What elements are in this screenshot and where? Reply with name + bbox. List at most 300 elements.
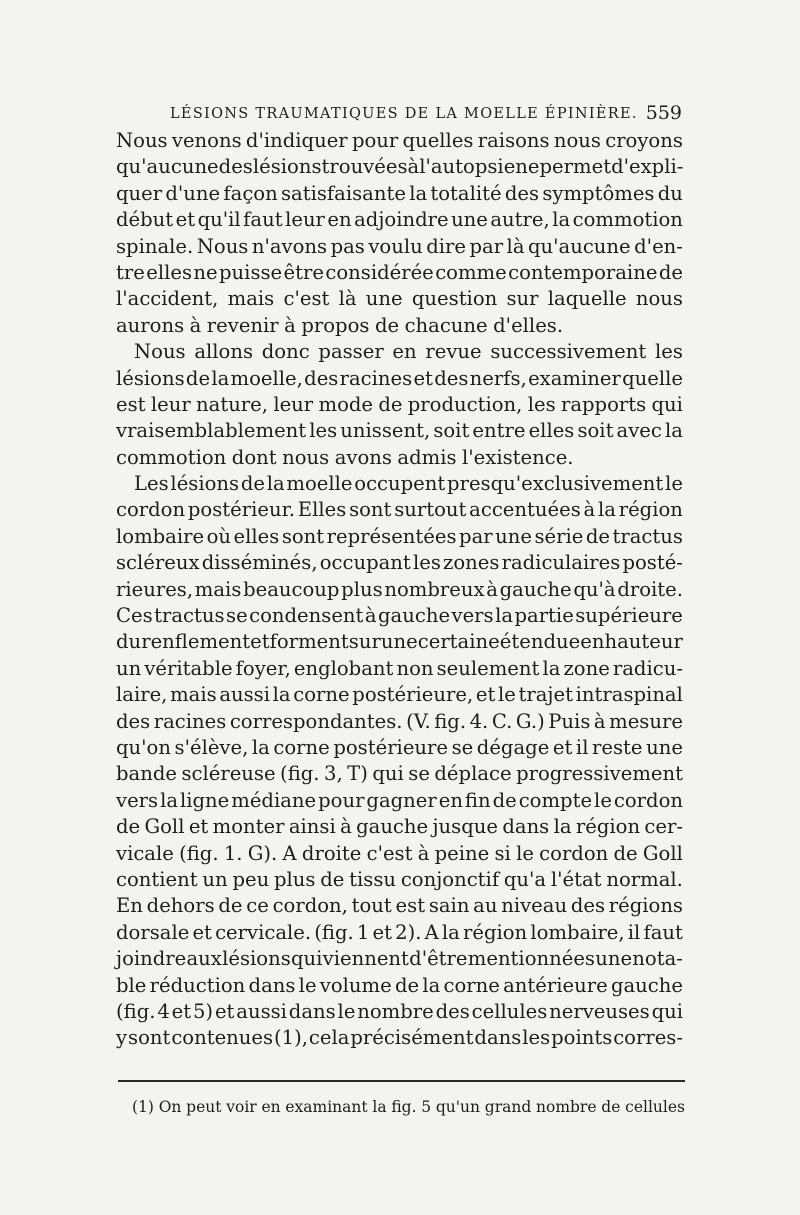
word: y [116, 1026, 128, 1050]
word: des [434, 366, 469, 390]
word: Elles [297, 498, 347, 522]
word: se [408, 762, 430, 786]
word: une [451, 208, 488, 232]
word: étendue [499, 630, 581, 654]
word: avons [334, 445, 392, 469]
word: sont [281, 524, 325, 548]
word: sain [428, 894, 470, 918]
text-line [116, 656, 683, 682]
word: un [116, 656, 142, 680]
word: Puis [548, 709, 591, 733]
word: voir [226, 1098, 257, 1116]
word: joindre [116, 947, 187, 971]
word: vicale [116, 841, 174, 865]
word: qu'il [197, 208, 241, 232]
word: le [337, 999, 356, 1023]
word: en [438, 788, 463, 812]
word: le [516, 841, 534, 865]
text-line [116, 788, 683, 814]
word: leur [285, 208, 325, 232]
word: Nous [134, 340, 186, 364]
word: nerveuses [549, 999, 650, 1023]
word: droite. [617, 577, 683, 601]
word: peut [186, 1098, 222, 1116]
word: En [116, 894, 143, 918]
word: sur [506, 287, 539, 311]
word: volume [319, 973, 392, 997]
word: laire, [116, 683, 168, 707]
word: dire [426, 234, 466, 258]
word: dans [502, 815, 550, 839]
word: cellules [625, 1098, 685, 1116]
word: entre [472, 419, 526, 443]
word: une [365, 287, 403, 311]
word: peine [434, 841, 490, 865]
word: d'elles. [493, 313, 564, 337]
word: régions [608, 894, 683, 918]
word: cordon [539, 841, 609, 865]
page-number: 559 [645, 102, 682, 124]
word: à [364, 604, 377, 628]
word: fig. [434, 709, 467, 733]
word: la [597, 498, 616, 522]
text-line [116, 893, 683, 919]
word: gauche [378, 604, 451, 628]
word: vraisemblablement [116, 419, 307, 443]
word: ne [193, 260, 218, 284]
word: la [160, 788, 179, 812]
word: 4 [157, 999, 170, 1023]
word: spinale. [116, 234, 194, 258]
word: soit [577, 419, 614, 443]
word: faut [643, 920, 683, 944]
word: véritable [144, 656, 233, 680]
text-line [116, 418, 683, 444]
text-line [116, 550, 683, 576]
word: fig. [391, 1098, 417, 1116]
body-text [116, 128, 683, 1052]
word: des [304, 366, 339, 390]
word: adjoindre [354, 208, 449, 232]
word: venons [171, 129, 242, 152]
word: représentées [326, 524, 457, 548]
word: région [618, 498, 683, 522]
word: les [309, 419, 338, 443]
word: dans [288, 999, 336, 1023]
word: qui [651, 999, 683, 1023]
word: ne [515, 155, 540, 179]
word: et [214, 999, 235, 1023]
word: (fig. [280, 762, 320, 786]
word: 1. [223, 841, 243, 865]
text-line [116, 445, 683, 471]
word: de [185, 366, 211, 390]
word: tractus [154, 604, 225, 628]
word: et [250, 630, 270, 654]
word: occupent [354, 472, 446, 496]
text-line [116, 841, 683, 867]
word: cordon [613, 788, 683, 812]
word: conjonctif [400, 867, 500, 891]
text-line [116, 207, 683, 233]
word: cer- [644, 815, 683, 839]
word: mais [194, 577, 242, 601]
word: qu'aucune [116, 155, 219, 179]
word: revenir [206, 313, 279, 337]
word: pas [330, 234, 365, 258]
text-line [116, 497, 683, 523]
word: la [409, 181, 428, 205]
word: par [469, 234, 504, 258]
word: niveau [501, 894, 568, 918]
word: foyer, [235, 656, 291, 680]
word: c'est [366, 841, 413, 865]
word: d'être [409, 947, 468, 971]
word: progressivement [516, 762, 683, 786]
word: mais [170, 683, 217, 707]
word: l'autopsie [419, 155, 516, 179]
word: sont [349, 498, 392, 522]
word: passer [318, 340, 384, 364]
word: en [327, 208, 352, 232]
word: nombre [357, 999, 434, 1023]
word: cordon, [272, 894, 348, 918]
word: à [284, 313, 296, 337]
word: G.) [515, 709, 545, 733]
word: région [575, 815, 641, 839]
word: à [407, 155, 420, 179]
word: ainsi [288, 815, 336, 839]
text-line [116, 313, 683, 339]
word: est [116, 392, 146, 416]
word: radicu- [612, 656, 683, 680]
word: vers [116, 788, 159, 812]
word: points [551, 1026, 613, 1050]
word: est [395, 894, 426, 918]
word: racines [339, 366, 413, 390]
word: les [527, 392, 556, 416]
word: lésions [222, 947, 291, 971]
word: certaine [417, 630, 500, 654]
word: nerfs, [469, 366, 527, 390]
word: considérée [325, 260, 434, 284]
word: si [494, 841, 511, 865]
word: donc [261, 340, 310, 364]
word: lésions [116, 366, 185, 390]
word: nombreux [384, 577, 485, 601]
word: de [585, 524, 610, 548]
word: mesure [609, 709, 683, 733]
word: plus [341, 577, 383, 601]
word: être [283, 260, 324, 284]
word: des [504, 181, 540, 205]
word: de [394, 973, 420, 997]
word: qui [372, 762, 404, 786]
text-line [116, 577, 683, 603]
word: des [218, 155, 253, 179]
word: postérieure [333, 735, 449, 759]
word: de [116, 815, 141, 839]
word: à [593, 709, 606, 733]
word: totalité [430, 181, 502, 205]
word: gauche [610, 973, 683, 997]
text-line [116, 1025, 683, 1051]
word: une [495, 524, 532, 548]
word: pour [351, 129, 399, 152]
word: et [175, 208, 196, 232]
word: de [374, 313, 400, 337]
word: revue [425, 340, 482, 364]
word: viennent [322, 947, 409, 971]
word: la [553, 815, 572, 839]
paragraph-first-line [116, 471, 683, 497]
word: à [583, 498, 596, 522]
word: c'est [283, 287, 330, 311]
word: cervicale. [215, 920, 312, 944]
word: dorsale [116, 920, 190, 944]
word: façon [223, 181, 278, 205]
word: leur [273, 392, 314, 416]
word: Les [134, 472, 169, 496]
word: allons [194, 340, 254, 364]
word: normal. [606, 867, 683, 891]
word: dégage [476, 735, 550, 759]
word: symptômes [542, 181, 655, 205]
word: hauteur [604, 630, 683, 654]
word: mentionnées [467, 947, 595, 971]
word: trajet [518, 683, 573, 707]
word: peu [232, 867, 270, 891]
word: des [570, 894, 606, 918]
word: d'expli- [611, 155, 684, 179]
word: monter [212, 815, 285, 839]
word: compte [518, 788, 593, 812]
word: vers [451, 604, 494, 628]
word: le [665, 472, 683, 496]
word: Goll [642, 841, 683, 865]
word: voulu [368, 234, 423, 258]
word: une [380, 630, 418, 654]
word: scléreux [116, 551, 200, 575]
word: admis [397, 445, 457, 469]
word: moelle [286, 472, 353, 496]
paragraph-first-line [116, 339, 683, 365]
word: d'indiquer [245, 129, 348, 152]
word: aussi [236, 999, 287, 1023]
word: la [542, 656, 561, 680]
word: nature, [196, 392, 268, 416]
word: zones [443, 551, 500, 575]
word: la [211, 366, 230, 390]
word: aurons [116, 313, 185, 337]
word: qu'un [435, 1098, 481, 1116]
word: disséminés, [201, 551, 318, 575]
word: corne [273, 735, 330, 759]
word: question [411, 287, 498, 311]
text-line [116, 128, 683, 154]
word: la [552, 208, 571, 232]
word: (fig. [179, 841, 219, 865]
word: déplace [434, 762, 512, 786]
word: condensent [249, 604, 364, 628]
word: gauche [356, 815, 429, 839]
word: quelle [622, 366, 683, 390]
word: lésions [252, 155, 322, 179]
word: Goll [144, 815, 185, 839]
text-line [116, 234, 683, 260]
word: forment [269, 630, 349, 654]
word: une [595, 947, 633, 971]
word: médiane [231, 788, 317, 812]
word: de [240, 472, 265, 496]
text-line [116, 260, 683, 286]
word: corne [443, 973, 500, 997]
word: de [613, 841, 638, 865]
word: et [475, 683, 496, 707]
word: reste [592, 735, 643, 759]
word: tissu [349, 867, 397, 891]
word: la [441, 920, 460, 944]
word: il [575, 735, 589, 759]
word: C. [491, 709, 513, 733]
word: région [462, 920, 528, 944]
word: production, [407, 392, 523, 416]
word: gagner [366, 788, 437, 812]
word: bande [116, 762, 177, 786]
word: (1), [274, 1026, 308, 1050]
word: s'élève, [174, 735, 249, 759]
word: par [459, 524, 493, 548]
word: à [340, 815, 352, 839]
word: qu'on [116, 735, 171, 759]
word: se [451, 735, 474, 759]
word: postérieure, [352, 683, 474, 707]
word: d'en- [634, 234, 683, 258]
word: contient [116, 867, 198, 891]
word: là [506, 234, 525, 258]
word: trouvées [321, 155, 408, 179]
word: l'état [550, 867, 602, 891]
word: englobant [293, 656, 394, 680]
word: intraspinal [575, 683, 683, 707]
word: la [372, 1098, 387, 1116]
word: qu'a [503, 867, 547, 891]
word: et [171, 999, 192, 1023]
word: rapports [560, 392, 647, 416]
word: commotion [116, 445, 227, 469]
word: n'avons [251, 234, 328, 258]
word: tout [351, 894, 392, 918]
text-line [116, 946, 683, 972]
word: 5) [192, 999, 214, 1023]
word: corres- [613, 1026, 683, 1050]
word: les [412, 551, 441, 575]
word: soit [433, 419, 470, 443]
word: le [594, 788, 612, 812]
word: du [657, 181, 683, 205]
word: racines [153, 709, 227, 733]
word: cordon [116, 498, 186, 522]
word: de [378, 392, 403, 416]
word: raisons [477, 129, 550, 152]
word: dont [231, 445, 277, 469]
word: la [495, 604, 514, 628]
word: début [116, 208, 174, 232]
word: aux [186, 947, 222, 971]
word: lésions [170, 472, 240, 496]
word: examinant [285, 1098, 368, 1116]
text-line [116, 814, 683, 840]
word: sur [348, 630, 381, 654]
text-line [116, 735, 683, 761]
word: beaucoup [243, 577, 340, 601]
word: elles [146, 260, 193, 284]
word: tractus [612, 524, 683, 548]
word: laquelle [547, 287, 627, 311]
word: antérieure [503, 973, 608, 997]
word: lombaire, [530, 920, 625, 944]
word: 2). [395, 920, 422, 944]
word: la [664, 419, 683, 443]
word: il [627, 920, 641, 944]
word: dans [474, 1026, 522, 1050]
word: de [492, 788, 517, 812]
word: la [272, 683, 291, 707]
text-line [116, 603, 683, 629]
word: unissent, [340, 419, 431, 443]
word: Nous [196, 234, 249, 258]
word: quer [116, 181, 163, 205]
word: de [601, 1098, 621, 1116]
text-line [116, 524, 683, 550]
word: successivement [490, 340, 647, 364]
word: une [646, 735, 683, 759]
word: et [188, 815, 209, 839]
word: en [261, 1098, 281, 1116]
word: T) [347, 762, 368, 786]
word: de [320, 867, 345, 891]
text-line [116, 286, 683, 312]
word: le [497, 683, 516, 707]
word: où [206, 524, 232, 548]
word: quelles [402, 129, 474, 152]
text-line [116, 154, 683, 180]
word: nota- [632, 947, 683, 971]
word: autre, [490, 208, 550, 232]
word: faut [243, 208, 283, 232]
word: nombre [536, 1098, 597, 1116]
word: aussi [219, 683, 270, 707]
word: contenues [171, 1026, 274, 1050]
word: examiner [528, 366, 621, 390]
text-line [116, 366, 683, 392]
word: partie [514, 604, 574, 628]
word: précisément [350, 1026, 474, 1050]
word: non [396, 656, 434, 680]
word: propos [301, 313, 370, 337]
word: qui [290, 947, 323, 971]
word: moelle, [230, 366, 303, 390]
text-line [116, 999, 683, 1025]
word: des [116, 709, 151, 733]
text-line [116, 682, 683, 708]
word: dehors [146, 894, 215, 918]
word: nous [635, 287, 683, 311]
word: radiculaires [501, 551, 621, 575]
word: nous [553, 129, 601, 152]
text-line [116, 973, 683, 999]
word: les [522, 1026, 551, 1050]
